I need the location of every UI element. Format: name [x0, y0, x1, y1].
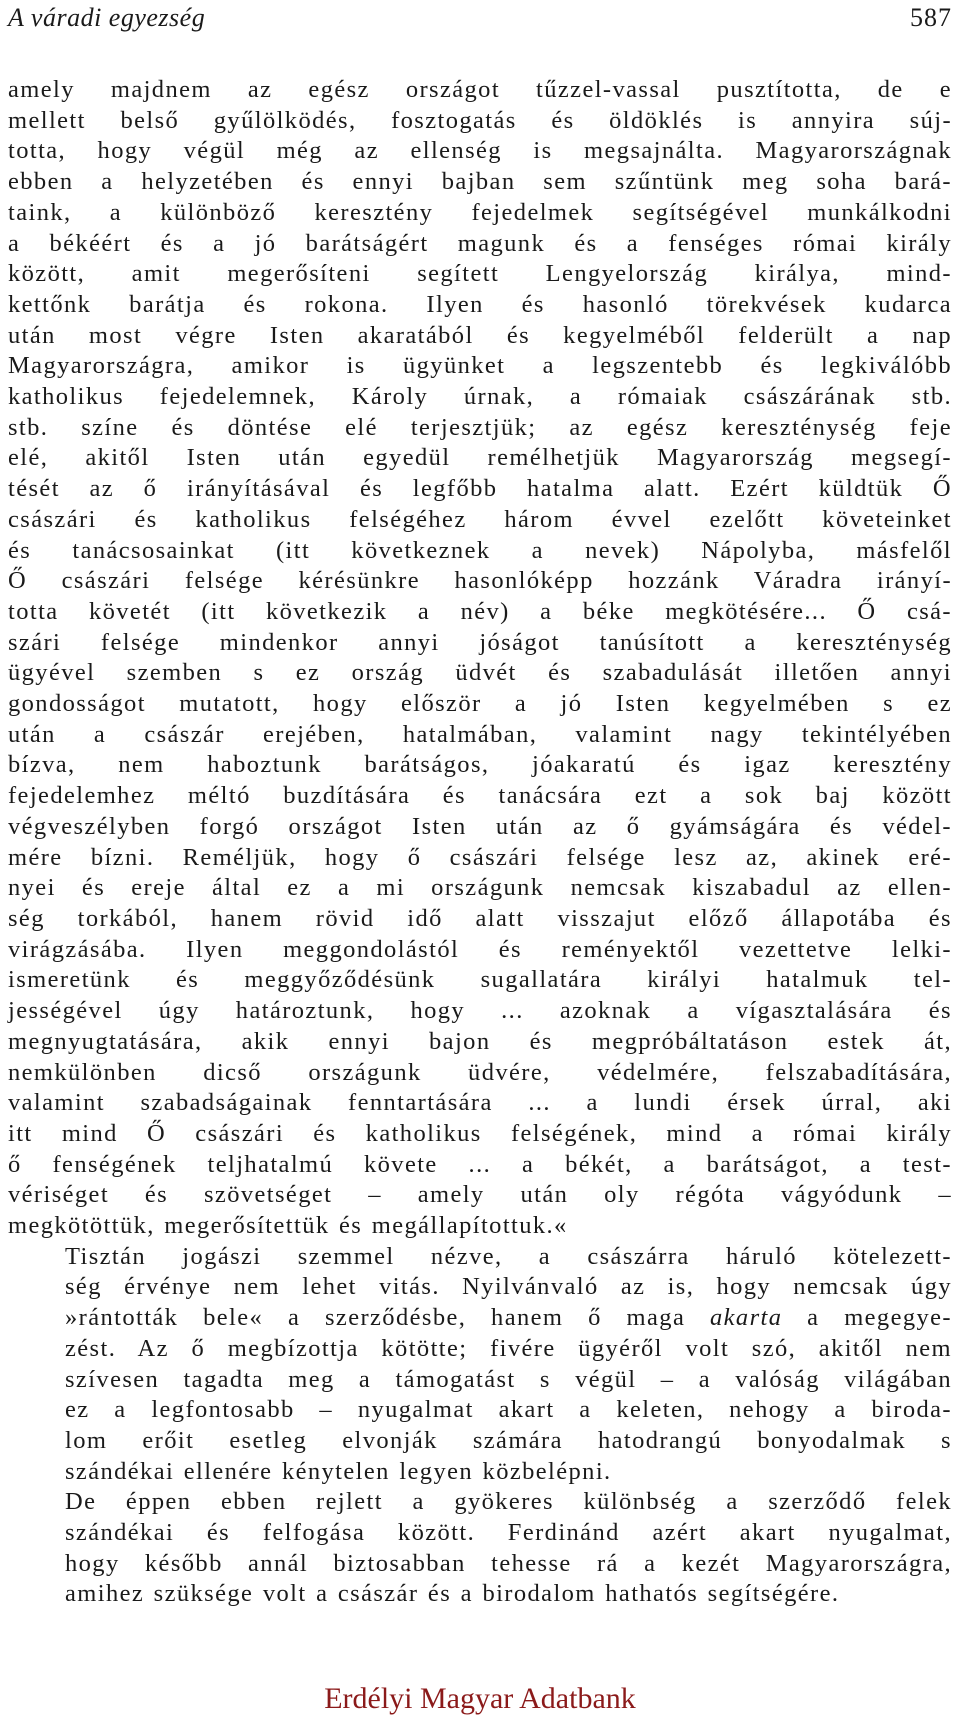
- text-line: ebben a helyzetében és ennyi bajban sem szűntünk meg soha bará-: [8, 168, 952, 196]
- text-line: szándékai ellenére kénytelen legyen közbelépni.: [65, 1457, 612, 1485]
- text-line: stb. színe és döntése elé terjesztjük; az egész kereszténység feje: [8, 413, 952, 441]
- text-line: elé, akitől Isten után egyedül remélhetjük Magyarország megsegí-: [8, 444, 952, 472]
- text-line: nemkülönben dicső országunk üdvére, védelmére, felszabadítására,: [8, 1058, 952, 1086]
- text-line: totta követét (itt következik a név) a béke megkötésére... Ő csá-: [8, 597, 952, 625]
- text-line: ismeretünk és meggyőződésünk sugallatára királyi hatalmuk tel-: [8, 966, 952, 994]
- text-line: között, amit megerősíteni segített Lengyelország királya, mind-: [8, 260, 952, 288]
- italic-text: akarta: [710, 1304, 783, 1332]
- text-line: Tisztán jogászi szemmel nézve, a császárra háruló kötelezett-: [65, 1242, 952, 1270]
- text-line: taink, a különböző keresztény fejedelmek segítségével munkálkodni: [8, 198, 952, 226]
- text-line: De éppen ebben rejlett a gyökeres különbség a szerződő felek: [65, 1488, 952, 1516]
- text-line: után most végre Isten akaratából és kegyelméből felderült a nap: [8, 321, 952, 349]
- text-line: ő fenségének teljhatalmú követe ... a békét, a barátságot, a test-: [8, 1150, 952, 1178]
- text-line: császári és katholikus felségéhez három évvel ezelőtt követeinket: [8, 505, 952, 533]
- text-line: Magyarországra, amikor is ügyünket a legszentebb és legkiválóbb: [8, 352, 952, 380]
- paragraph: [8, 1242, 952, 1488]
- text-line: szándékai és felfogása között. Ferdinánd azért akart nyugalmat,: [65, 1519, 952, 1547]
- text-line: végveszélyben forgó országot Isten után az ő gyámságára és védel-: [8, 812, 952, 840]
- text-line: totta, hogy végül még az ellenség is megsajnálta. Magyarországnak: [8, 137, 952, 165]
- text-line: gondosságot mutatott, hogy először a jó Isten kegyelmében s ez: [8, 690, 952, 718]
- body-text: [8, 75, 952, 1610]
- text-line: katholikus fejedelemnek, Károly úrnak, a rómaiak császárának stb.: [8, 383, 952, 411]
- text-line: szívesen tagadta meg a támogatást s végül – a valóság világában: [65, 1365, 952, 1393]
- text-line: »rántották bele« a szerződésbe, hanem ő maga akarta a megegye-: [65, 1304, 952, 1332]
- paragraph: [8, 75, 952, 1242]
- text-line: ség érvénye nem lehet vitás. Nyilvánvaló az is, hogy nemcsak úgy: [65, 1273, 952, 1301]
- text-line: szári felsége mindenkor annyi jóságot tanúsított a kereszténység: [8, 628, 952, 656]
- text-line: és tanácsosainkat (itt következnek a nevek) Nápolyba, másfelől: [8, 536, 952, 564]
- text-line: vériséget és szövetséget – amely után oly régóta vágyódunk –: [8, 1181, 952, 1209]
- text-line: valamint szabadságainak fenntartására ... a lundi érsek úrral, aki: [8, 1089, 952, 1117]
- text-line: hogy később annál biztosabban tehesse rá a kezét Magyarországra,: [65, 1549, 952, 1577]
- running-title: A váradi egyezség: [8, 3, 206, 32]
- text-line: ez a legfontosabb – nyugalmat akart a keleten, nehogy a biroda-: [65, 1396, 952, 1424]
- page-number: 587: [910, 3, 952, 32]
- text-line: ügyével szemben s ez ország üdvét és szabadulását illetően annyi: [8, 659, 952, 687]
- text-line: nyei és ereje által ez a mi országunk nemcsak kiszabadul az ellen-: [8, 874, 952, 902]
- text-line: Ő császári felsége kérésünkre hasonlóképp hozzánk Váradra irányí-: [8, 567, 952, 595]
- text-line: lom erőit esetleg elvonják számára hatodrangú bonyodalmak s: [65, 1426, 952, 1454]
- text-line: amihez szüksége volt a császár és a birodalom hathatós segítségére.: [65, 1580, 840, 1608]
- text-line: mellett belső gyűlölködés, fosztogatás és öldöklés is annyira súj-: [8, 106, 952, 134]
- footer-watermark: Erdélyi Magyar Adatbank: [324, 1682, 636, 1715]
- running-header: [8, 2, 952, 34]
- text-line: a békéért és a jó barátságért magunk és a fenséges római király: [8, 229, 952, 257]
- text-line: fejedelemhez méltó buzdítására és tanácsára ezt a sok baj között: [8, 782, 952, 810]
- text-line: amely majdnem az egész országot tűzzel-vassal pusztította, de e: [8, 76, 952, 103]
- text-line: bízva, nem haboztunk barátságos, jóakaratú és igaz keresztény: [8, 751, 952, 779]
- text-line: zést. Az ő megbízottja kötötte; fivére ügyéről volt szó, akitől nem: [65, 1334, 952, 1362]
- text-line: megkötöttük, megerősítettük és megállapítottuk.«: [8, 1212, 568, 1240]
- text-line: mére bízni. Reméljük, hogy ő császári felsége lesz az, akinek eré-: [8, 843, 952, 871]
- text-line: itt mind Ő császári és katholikus felségének, mind a római király: [8, 1119, 952, 1147]
- text-line: ség torkából, hanem rövid idő alatt visszajut előző állapotába és: [8, 904, 952, 932]
- text-line: jességével úgy határoztunk, hogy ... azoknak a vígasztalására és: [8, 997, 952, 1025]
- text-line: után a császár erejében, hatalmában, valamint nagy tekintélyében: [8, 720, 952, 748]
- text-line: virágzásába. Ilyen meggondolástól és reményektől vezettetve lelki-: [8, 935, 952, 963]
- text-line: tését az ő irányításával és legfőbb hatalma alatt. Ezért küldtük Ő: [8, 475, 952, 503]
- paragraph: [8, 1487, 952, 1610]
- text-line: megnyugtatására, akik ennyi bajon és megpróbáltatáson estek át,: [8, 1027, 952, 1055]
- text-line: kettőnk barátja és rokona. Ilyen és hasonló törekvések kudarca: [8, 290, 952, 318]
